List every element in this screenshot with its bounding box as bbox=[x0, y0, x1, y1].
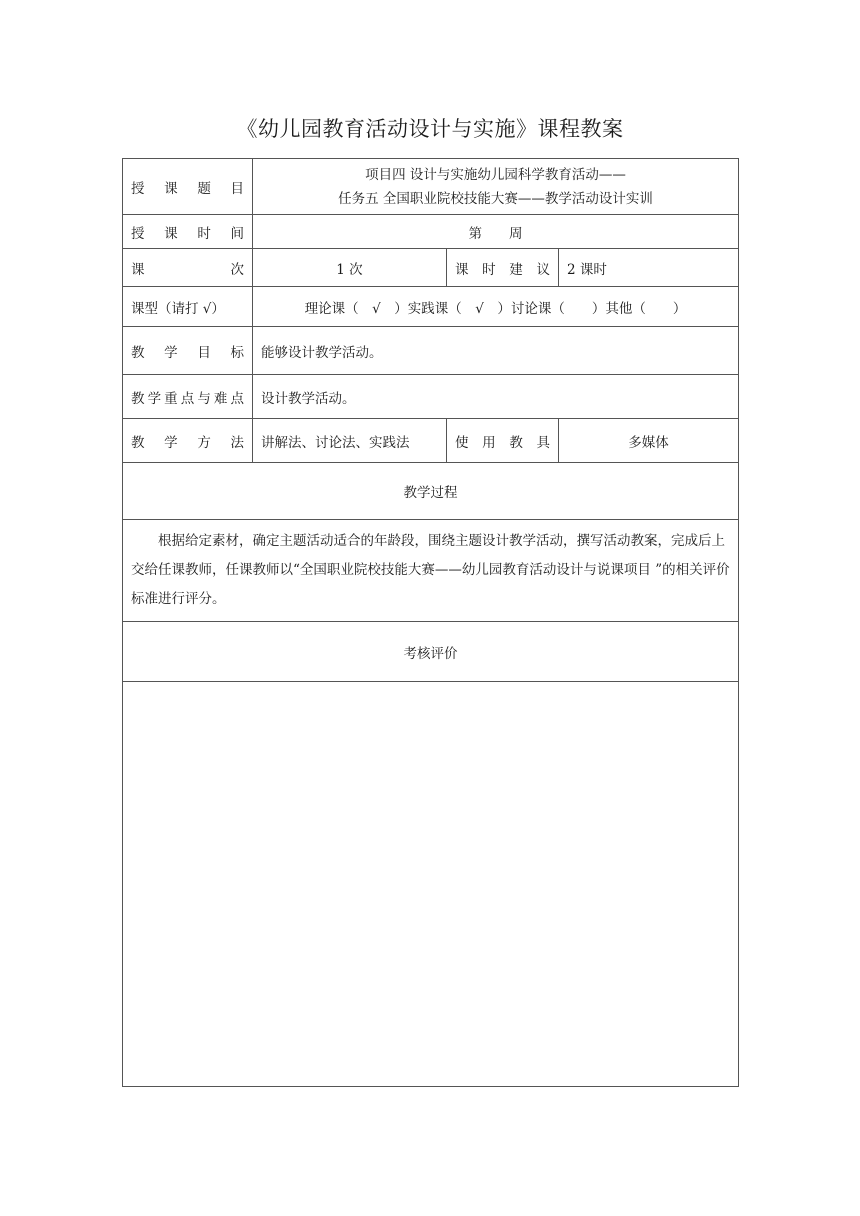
assessment-body bbox=[123, 682, 739, 1087]
count-value: 1 次 bbox=[253, 249, 447, 287]
tool-value: 多媒体 bbox=[559, 419, 739, 463]
row-time bbox=[123, 215, 739, 249]
row-process-heading bbox=[123, 463, 739, 520]
method-label: 教 学 方 法 bbox=[123, 419, 253, 463]
topic-value bbox=[253, 159, 739, 215]
key-label: 教学重点与难点 bbox=[123, 375, 253, 419]
row-goal bbox=[123, 327, 739, 375]
goal-label: 教 学 目 标 bbox=[123, 327, 253, 375]
row-assessment-body bbox=[123, 682, 739, 1087]
process-text: 根据给定素材，确定主题活动适合的年龄段，围绕主题设计教学活动，撰写活动教案，完成后上交给任课教师，任课教师以“全国职业院校技能大赛——幼儿园教育活动设计与说课项目 ”的相关评价标准进行评分。 bbox=[123, 520, 739, 622]
time-label: 授 课 时 间 bbox=[123, 215, 253, 249]
goal-value: 能够设计教学活动。 bbox=[253, 327, 739, 375]
lesson-plan-table bbox=[122, 158, 739, 1087]
hours-value: 2 课时 bbox=[559, 249, 739, 287]
key-value: 设计教学活动。 bbox=[253, 375, 739, 419]
row-process-text bbox=[123, 520, 739, 622]
type-label: 课型（请打 √） bbox=[123, 287, 253, 327]
assessment-heading: 考核评价 bbox=[123, 622, 739, 682]
process-heading: 教学过程 bbox=[123, 463, 739, 520]
row-method bbox=[123, 419, 739, 463]
tool-label: 使 用 教 具 bbox=[447, 419, 559, 463]
row-count bbox=[123, 249, 739, 287]
time-value: 第 周 bbox=[253, 215, 739, 249]
row-type bbox=[123, 287, 739, 327]
topic-line-2: 任务五 全国职业院校技能大赛——教学活动设计实训 bbox=[338, 190, 653, 207]
hours-label: 课 时 建 议 bbox=[447, 249, 559, 287]
type-value: 理论课（ √ ）实践课（ √ ）讨论课（ ）其他（ ） bbox=[253, 287, 739, 327]
topic-label: 授 课 题 目 bbox=[123, 159, 253, 215]
count-label: 课 次 bbox=[123, 249, 253, 287]
row-key-points bbox=[123, 375, 739, 419]
row-assessment-heading bbox=[123, 622, 739, 682]
document-title: 《幼儿园教育活动设计与实施》课程教案 bbox=[236, 117, 624, 141]
method-value: 讲解法、讨论法、实践法 bbox=[253, 419, 447, 463]
topic-line-1: 项目四 设计与实施幼儿园科学教育活动—— bbox=[365, 166, 626, 183]
row-topic bbox=[123, 159, 739, 215]
